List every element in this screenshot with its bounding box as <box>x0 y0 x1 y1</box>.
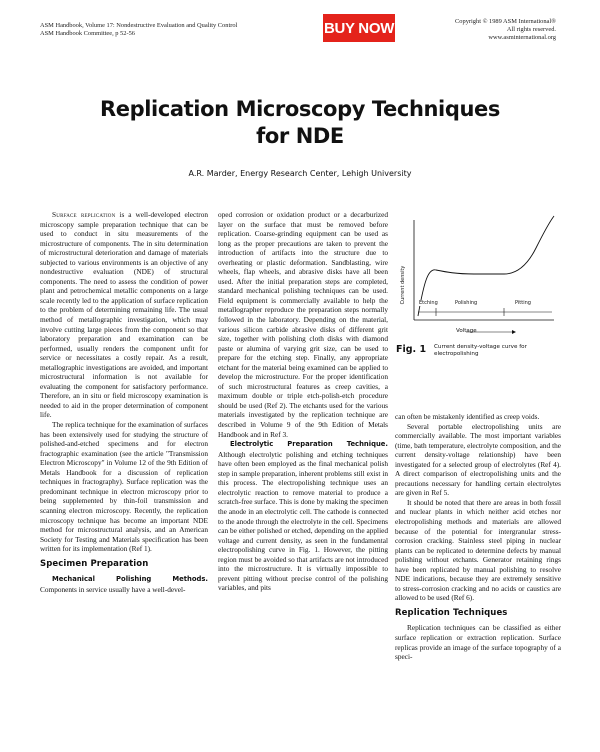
region-label-etching: Etching <box>419 300 438 306</box>
mechanical-text: Components in service usually have a well-devel- <box>40 584 186 594</box>
author-line: A.R. Marder, Energy Research Center, Lehigh University <box>188 169 412 178</box>
electrolytic-text: Although electrolytic polishing and etching techniques have often been employed as the final mechanical polish step in sample preparation, inherent problems still exist in this process. The electropolishing technique uses an electrolytic reaction to remove material to produce a scratch-free surface. This is done by making the specimen the anode in an electrolytic cell. The cathode is connected to the anode through the electrolyte in the cell. Specimens can be either polished or etched, depending on the applied voltage and current density, as seen in the fundamental electropolishing curve in Fig. 1. However, the pitting region must be avoided so that artifacts are not introduced into the microstructure. It is virtually impossible to prevent pitting without precise control of the polishing variables, and pits <box>218 449 388 593</box>
section-heading-specimen-preparation: Specimen Preparation <box>40 558 149 569</box>
x-axis-label: Voltage <box>456 328 477 334</box>
lead-in: Surface replication <box>52 210 116 219</box>
run-in-heading-mechanical: Mechanical Polishing Methods. <box>52 575 208 584</box>
electropolishing-curve-plot <box>396 212 562 342</box>
intro-text: is a well-developed electron microscopy sample preparation technique that can be used to conduct in situ measurements of the microstructure of components. The in situ determination of microstructural deterioration and damage of materials subjected to various environments is an objective of any nondestructive evaluation (NDE) of structural components. The need to assess the condition of power plant and petrochemical metallic components on a large scale recently led to the application of surface replication to the problem of determining remaining life. The usual method of metallographic investigation, which may involve cutting large pieces from the component so that laboratory preparation and examination can be performed, usually renders the component unfit for service or necessitates a costly repair. As a result, metallographic investigations are avoided, and important microstructural information is not available for evaluating the component for satisfactory performance. Therefore, an in situ or field microscopy examination is needed to aid in the proper determination of component life. <box>40 210 208 420</box>
copyright-notice <box>455 18 556 43</box>
intro-paragraph <box>40 210 208 420</box>
copyright-line: Copyright © 1989 ASM International® <box>455 18 556 25</box>
citation-line-1: ASM Handbook, Volume 17: Nondestructive Evaluation and Quality Control <box>40 22 238 29</box>
voltage-arrow-head <box>512 330 516 334</box>
source-citation <box>40 22 237 38</box>
prep-continued-paragraph: oped corrosion or oxidation product or a decarburized layer on the surface that must be removed before replication. Coarse-grinding equipment can be used as long as the proper precautions are taken to prevent the introduction of artifacts into the structure due to overheating or plastic deformation. Sandblasting, wire wheels, flap wheels, and abrasive disks have all been used. After the initial preparation steps are completed, standard mechanical polishing techniques can be used. Field equipment is commercially available to help the metallographer reproduce the preparation steps normally followed in the laboratory. Depending on the material, various silicon carbide abrasive disks of different grit size, together with polishing cloth disks with diamond paste or alumina of varying grit size, can be used to prepare for the etching step. Finally, any appropriate etchant for the material being examined can be applied to develop the microstructure. For the proper identification of such microstructural features as creep cavities, a maximum double or triple etch-polish-etch procedure should be used (Ref 2). The etchants used for the various materials investigated by the replication technique are described in Volume 9 of the 9th Edition of Metals Handbook and in Ref 3. <box>218 210 388 439</box>
run-in-heading-electrolytic: Electrolytic Preparation Technique. <box>230 440 388 449</box>
article-title <box>0 96 600 150</box>
y-axis-label: Current density <box>400 265 406 305</box>
citation-line-2: ASM Handbook Committee, p 52-56 <box>40 30 135 38</box>
electrolytic-paragraph <box>218 439 388 593</box>
title-line-1: Replication Microscopy Techniques <box>100 97 500 121</box>
mechanical-paragraph <box>40 574 208 594</box>
rights-line: All rights reserved. <box>506 26 556 34</box>
figure-number: Fig. 1 <box>396 344 427 355</box>
title-line-2: for NDE <box>256 124 344 148</box>
replica-paragraph: The replica technique for the examination of surfaces has been extensively used for studying the structure of polished-and-etched specimens and for electron fractographic examination (see the article "Transmission Electron Microscopy" in Volume 12 of the 9th Edition of Metals Handbook for a discussion of replication techniques in fractography). Surface replication was the predominant technique in electron microscopy prior to being supplemented by thin-foil transmission and scanning electron microscopy. Recently, the replication microscopy technique has become an important NDE method for microstructural analysis, and an American Society for Testing and Materials specification has been written for its implementation (Ref 1). <box>40 420 208 554</box>
replication-intro-paragraph: Replication techniques can be classified as either surface replication or extraction replication. Surface replicas provide an image of the surface topography of a speci- <box>395 623 561 662</box>
creep-voids-paragraph: can often be mistakenly identified as creep voids. <box>395 412 540 421</box>
website-line: www.asminternational.org <box>488 34 556 42</box>
nuclear-plants-paragraph: It should be noted that there are areas in both fossil and nuclear plants in which neither acid etches nor electropolishing methods and materials are allowed because of the potential for intergranular stress-corrosion cracking. Stainless steel piping in nuclear plants can be replicated to determine defects by manual polishing without etchants. Generator retaining rings have been replicated by manual polishing to resolve NDE indications, because they are extremely sensitive to stress-corrosion cracking and no acids or caustics are allowed to be used (Ref 6). <box>395 497 561 603</box>
buy-now-button[interactable]: BUY NOW <box>323 14 395 42</box>
column-3 <box>395 412 561 662</box>
portable-units-paragraph: Several portable electropolishing units are commercially available. The most important variables (time, bath temperature, electrolyte composition, and the current density-voltage relationship) have been investigated for a selected group of electrolytes (Ref 4). A direct comparison of electropolishing units and the precautions necessary for handling certain electrolytes are given in Ref 5. <box>395 421 561 498</box>
region-label-pitting: Pitting <box>515 300 531 306</box>
figure-caption-text: Current density-voltage curve for electropolishing <box>434 344 527 357</box>
section-heading-replication-techniques: Replication Techniques <box>395 607 508 618</box>
region-label-polishing: Polishing <box>455 300 478 306</box>
column-1 <box>40 210 208 594</box>
column-2 <box>218 210 388 593</box>
figure-1 <box>396 212 562 412</box>
